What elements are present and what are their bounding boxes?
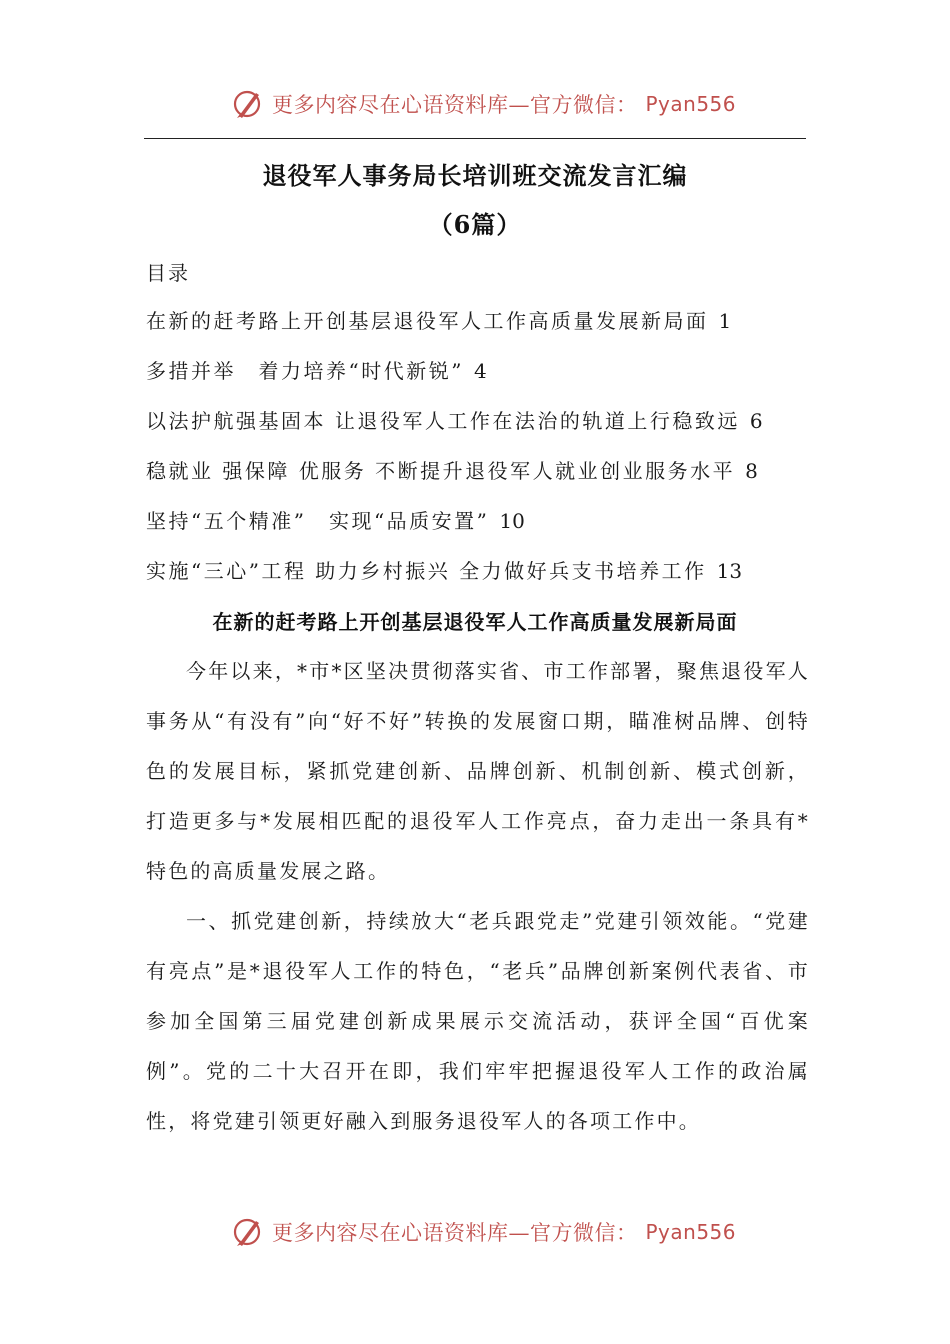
- toc-entry-text: 实施“三心”工程 助力乡村振兴 全力做好兵支书培养工作: [146, 559, 707, 583]
- toc-entry-page: 13: [716, 559, 743, 583]
- toc-entry-text: 多措并举 着力培养“时代新锐”: [146, 359, 464, 383]
- toc-entry[interactable]: [146, 507, 763, 557]
- watermark-wechat-id: Pyan556: [645, 1220, 737, 1244]
- watermark-text: 更多内容尽在心语资料库—官方微信：: [272, 1221, 638, 1245]
- toc-entry-text: 稳就业 强保障 优服务 不断提升退役军人就业创业服务水平: [146, 459, 736, 483]
- document-title: 退役军人事务局长培训班交流发言汇编: [262, 161, 688, 190]
- watermark-wechat-id: Pyan556: [645, 92, 737, 116]
- footer-watermark: [230, 1212, 750, 1252]
- table-of-contents: [146, 307, 763, 607]
- toc-entry-text: 坚持“五个精准” 实现“品质安置”: [146, 509, 490, 533]
- toc-entry-page: 4: [473, 359, 487, 383]
- watermark-text: 更多内容尽在心语资料库—官方微信：: [272, 93, 638, 117]
- toc-entry-text: 以法护航强基固本 让退役军人工作在法治的轨道上行稳致远: [146, 409, 740, 433]
- toc-entry-text: 在新的赶考路上开创基层退役军人工作高质量发展新局面: [146, 309, 709, 333]
- toc-entry[interactable]: [146, 307, 763, 357]
- toc-heading: 目录: [146, 261, 190, 285]
- body-paragraph: 一、抓党建创新，持续放大“老兵跟党走”党建引领效能。“党建有亮点”是*退役军人工作的特色，“老兵”品牌创新案例代表省、市参加全国第三届党建创新成果展示交流活动，获评全国“百优案例”。党的二十大召开在即，我们牢牢把握退役军人工作的政治属性，将党建引领更好融入到服务退役军人的各项工作中。: [146, 909, 810, 1133]
- header-divider: [144, 138, 806, 139]
- body-paragraph: 今年以来，*市*区坚决贯彻落实省、市工作部署，聚焦退役军人事务从“有没有”向“好不好”转换的发展窗口期，瞄准树品牌、创特色的发展目标，紧抓党建创新、品牌创新、机制创新、模式创新，打造更多与*发展相匹配的退役军人工作亮点，奋力走出一条具有*特色的高质量发展之路。: [146, 659, 810, 883]
- toc-entry-page: 1: [718, 309, 732, 333]
- pen-circle-logo-icon: [230, 1215, 264, 1249]
- toc-entry[interactable]: [146, 357, 763, 407]
- pen-circle-logo-icon: [230, 87, 264, 121]
- toc-entry[interactable]: [146, 457, 763, 507]
- header-watermark: [230, 84, 750, 124]
- toc-entry-page: 8: [745, 459, 758, 483]
- toc-entry[interactable]: [146, 407, 763, 457]
- section-title: 在新的赶考路上开创基层退役军人工作高质量发展新局面: [212, 610, 738, 634]
- toc-entry-page: 6: [749, 409, 763, 433]
- document-subtitle: （6篇）: [428, 210, 522, 239]
- toc-entry[interactable]: [146, 557, 763, 607]
- toc-entry-page: 10: [499, 509, 525, 533]
